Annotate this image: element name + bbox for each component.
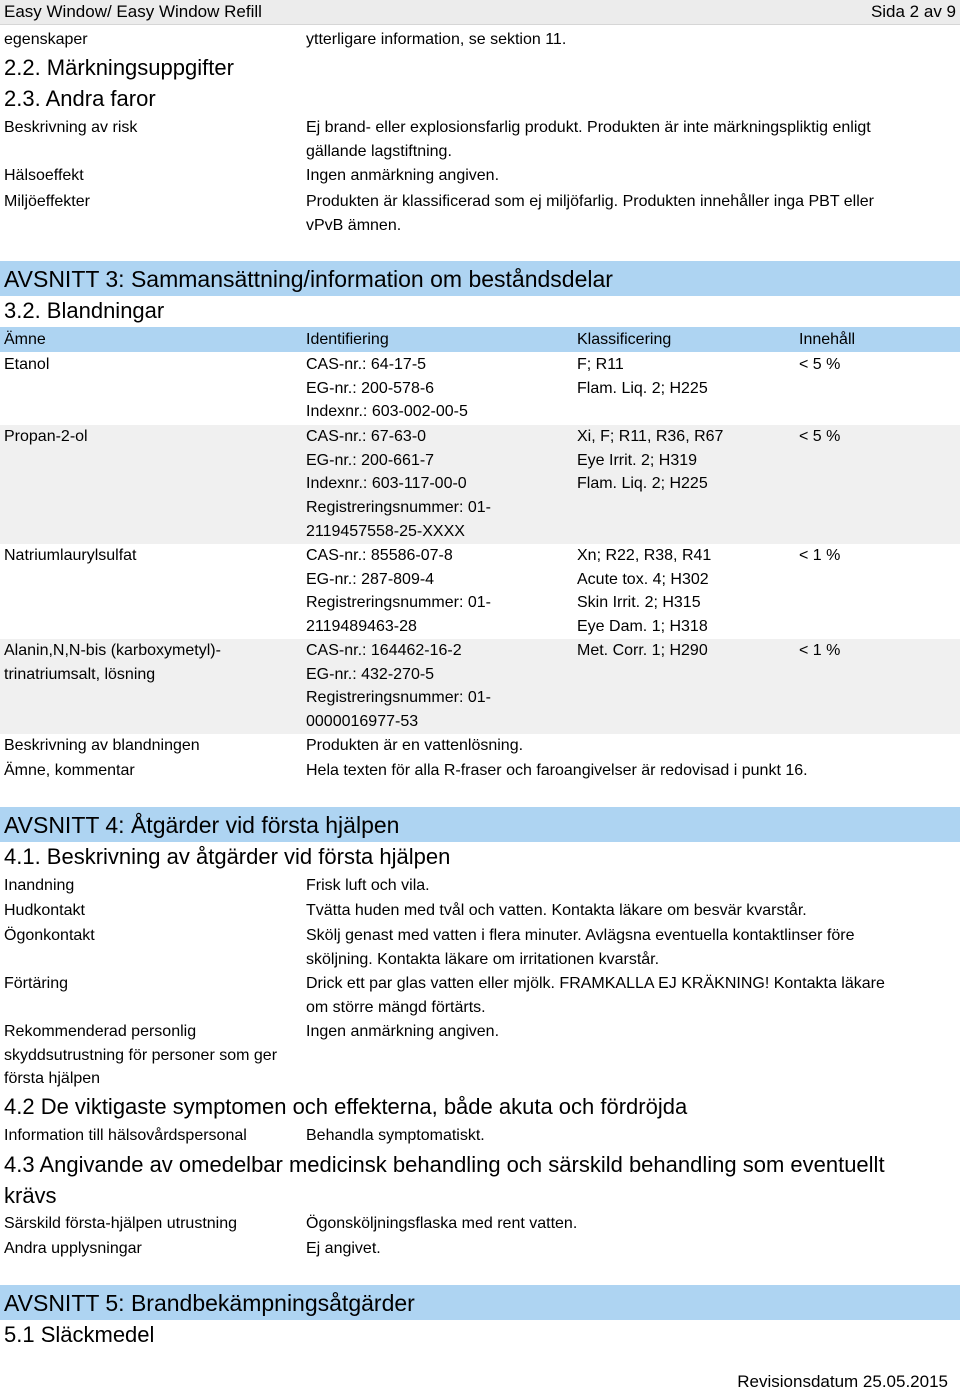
- section-5-title: AVSNITT 5: Brandbekämpningsåtgärder: [4, 1290, 415, 1316]
- heading-3-2: 3.2. Blandningar: [4, 298, 165, 323]
- classification-cell: [577, 639, 792, 663]
- ingestion-label: Förtäring: [4, 975, 69, 992]
- special-equipment-label: Särskild första-hjälpen utrustning: [4, 1215, 238, 1232]
- substance-name: Propan-2-ol: [4, 428, 88, 445]
- classification-line: Eye Irrit. 2; H319: [577, 451, 698, 469]
- heading-4-1: 4.1. Beskrivning av åtgärder vid första hjälpen: [4, 844, 451, 869]
- mixture-value: Produkten är en vattenlösning.: [306, 737, 524, 754]
- col-substance: Ämne: [4, 331, 46, 348]
- identification-line: Indexnr.: 603-002-00-5: [306, 403, 468, 421]
- ppe-label: Rekommenderad personlig skyddsutrustning för personer som ger första hjälpen: [4, 1023, 278, 1088]
- section-4-title: AVSNITT 4: Åtgärder vid första hjälpen: [4, 812, 400, 838]
- classification-line: Met. Corr. 1; H290: [577, 642, 708, 659]
- classification-cell: [577, 425, 792, 496]
- col-content: Innehåll: [799, 331, 856, 348]
- inhalation-label: Inandning: [4, 877, 75, 894]
- skin-label: Hudkontakt: [4, 902, 85, 919]
- classification-line: Xn; R22, R38, R41: [577, 547, 712, 564]
- classification-line: Flam. Liq. 2; H225: [577, 379, 708, 397]
- identification-line: CAS-nr.: 85586-07-8: [306, 547, 453, 564]
- ppe-value: Ingen anmärkning angiven.: [306, 1023, 500, 1040]
- eye-value: Skölj genast med vatten i flera minuter. Avlägsna eventuella kontaktlinser före sköljning. Kontakta läkare om irritationen kvarstår.: [306, 927, 855, 968]
- healthcare-label: Information till hälsovårdspersonal: [4, 1127, 247, 1144]
- identification-line: Registreringsnummer: 01-: [306, 499, 491, 517]
- table-row: [0, 353, 960, 425]
- identification-line: EG-nr.: 287-809-4: [306, 570, 435, 588]
- special-equipment-value: Ögonsköljningsflaska med rent vatten.: [306, 1215, 578, 1232]
- table-row: [0, 425, 960, 544]
- identification-cell: [306, 639, 571, 734]
- other-info-value: Ej angivet.: [306, 1240, 381, 1257]
- identification-line: CAS-nr.: 64-17-5: [306, 356, 427, 373]
- healthcare-value: Behandla symptomatiskt.: [306, 1127, 485, 1144]
- identification-line: EG-nr.: 432-270-5: [306, 665, 435, 683]
- table-row: [0, 544, 960, 639]
- classification-line: Acute tox. 4; H302: [577, 570, 709, 588]
- comment-value: Hela texten för alla R-fraser och faroangivelser är redovisad i punkt 16.: [306, 762, 808, 779]
- section-3-title: AVSNITT 3: Sammansättning/information om beståndsdelar: [4, 266, 613, 292]
- document-title: Easy Window/ Easy Window Refill: [4, 2, 262, 21]
- classification-cell: [577, 544, 792, 639]
- env-label: Miljöeffekter: [4, 193, 90, 210]
- classification-line: Skin Irrit. 2; H315: [577, 594, 701, 612]
- other-info-label: Andra upplysningar: [4, 1240, 142, 1257]
- inhalation-value: Frisk luft och vila.: [306, 877, 430, 894]
- identification-cell: [306, 544, 571, 639]
- eye-label: Ögonkontakt: [4, 927, 95, 944]
- substance-name: Natriumlaurylsulfat: [4, 547, 137, 564]
- heading-2-2: 2.2. Märkningsuppgifter: [4, 55, 234, 80]
- intro-value: ytterligare information, se sektion 11.: [306, 31, 567, 48]
- intro-label: egenskaper: [4, 31, 88, 48]
- risk-value: Ej brand- eller explosionsfarlig produkt. Produkten är inte märkningspliktig enligt gällande lagstiftning.: [306, 119, 871, 160]
- classification-line: Flam. Liq. 2; H225: [577, 475, 708, 493]
- col-identification: Identifiering: [306, 331, 389, 348]
- identification-line: EG-nr.: 200-661-7: [306, 451, 435, 469]
- section-5-header: [0, 1285, 960, 1320]
- substance-name: Etanol: [4, 356, 50, 373]
- identification-cell: [306, 425, 571, 544]
- content-value: < 5 %: [799, 428, 841, 445]
- heading-2-3: 2.3. Andra faror: [4, 86, 156, 111]
- identification-line: Indexnr.: 603-117-00-0: [306, 475, 467, 493]
- identification-line: CAS-nr.: 67-63-0: [306, 428, 427, 445]
- env-value: Produkten är klassificerad som ej miljöfarlig. Produkten innehåller inga PBT eller vPvB ämnen.: [306, 193, 874, 234]
- health-label: Hälsoeffekt: [4, 167, 84, 184]
- page-number: Sida 2 av 9: [870, 2, 956, 21]
- classification-cell: [577, 353, 792, 400]
- identification-line: 0000016977-53: [306, 713, 419, 731]
- heading-4-2: 4.2 De viktigaste symptomen och effekterna, både akuta och fördröjda: [4, 1094, 688, 1119]
- identification-line: 2119457558-25-XXXX: [306, 522, 465, 540]
- mixture-label: Beskrivning av blandningen: [4, 737, 200, 754]
- page-header: [0, 0, 960, 25]
- skin-value: Tvätta huden med tvål och vatten. Kontakta läkare om besvär kvarstår.: [306, 902, 807, 919]
- identification-line: 2119489463-28: [306, 618, 417, 636]
- identification-line: CAS-nr.: 164462-16-2: [306, 642, 462, 659]
- substance-name: Alanin,N,N-bis (karboxymetyl)-trinatriumsalt, lösning: [4, 642, 221, 683]
- revision-date: Revisionsdatum 25.05.2015: [737, 1372, 948, 1391]
- identification-line: Registreringsnummer: 01-: [306, 689, 491, 707]
- table-row: [0, 639, 960, 734]
- section-4-header: [0, 807, 960, 842]
- identification-cell: [306, 353, 571, 424]
- classification-line: F; R11: [577, 356, 624, 373]
- ingestion-value: Drick ett par glas vatten eller mjölk. FRAMKALLA EJ KRÄKNING! Kontakta läkare om större mängd förtärts.: [306, 975, 885, 1016]
- content-value: < 1 %: [799, 642, 841, 659]
- health-value: Ingen anmärkning angiven.: [306, 167, 500, 184]
- identification-line: Registreringsnummer: 01-: [306, 594, 491, 612]
- heading-5-1: 5.1 Släckmedel: [4, 1322, 155, 1347]
- risk-label: Beskrivning av risk: [4, 119, 138, 136]
- content-value: < 1 %: [799, 547, 841, 564]
- col-classification: Klassificering: [577, 331, 672, 348]
- heading-4-3: 4.3 Angivande av omedelbar medicinsk behandling och särskild behandling som eventuellt krävs: [4, 1152, 885, 1208]
- section-3-header: [0, 261, 960, 296]
- identification-line: EG-nr.: 200-578-6: [306, 379, 435, 397]
- comment-label: Ämne, kommentar: [4, 762, 135, 779]
- classification-line: Xi, F; R11, R36, R67: [577, 428, 724, 445]
- content-value: < 5 %: [799, 356, 841, 373]
- classification-line: Eye Dam. 1; H318: [577, 618, 708, 636]
- table-header: [0, 327, 960, 352]
